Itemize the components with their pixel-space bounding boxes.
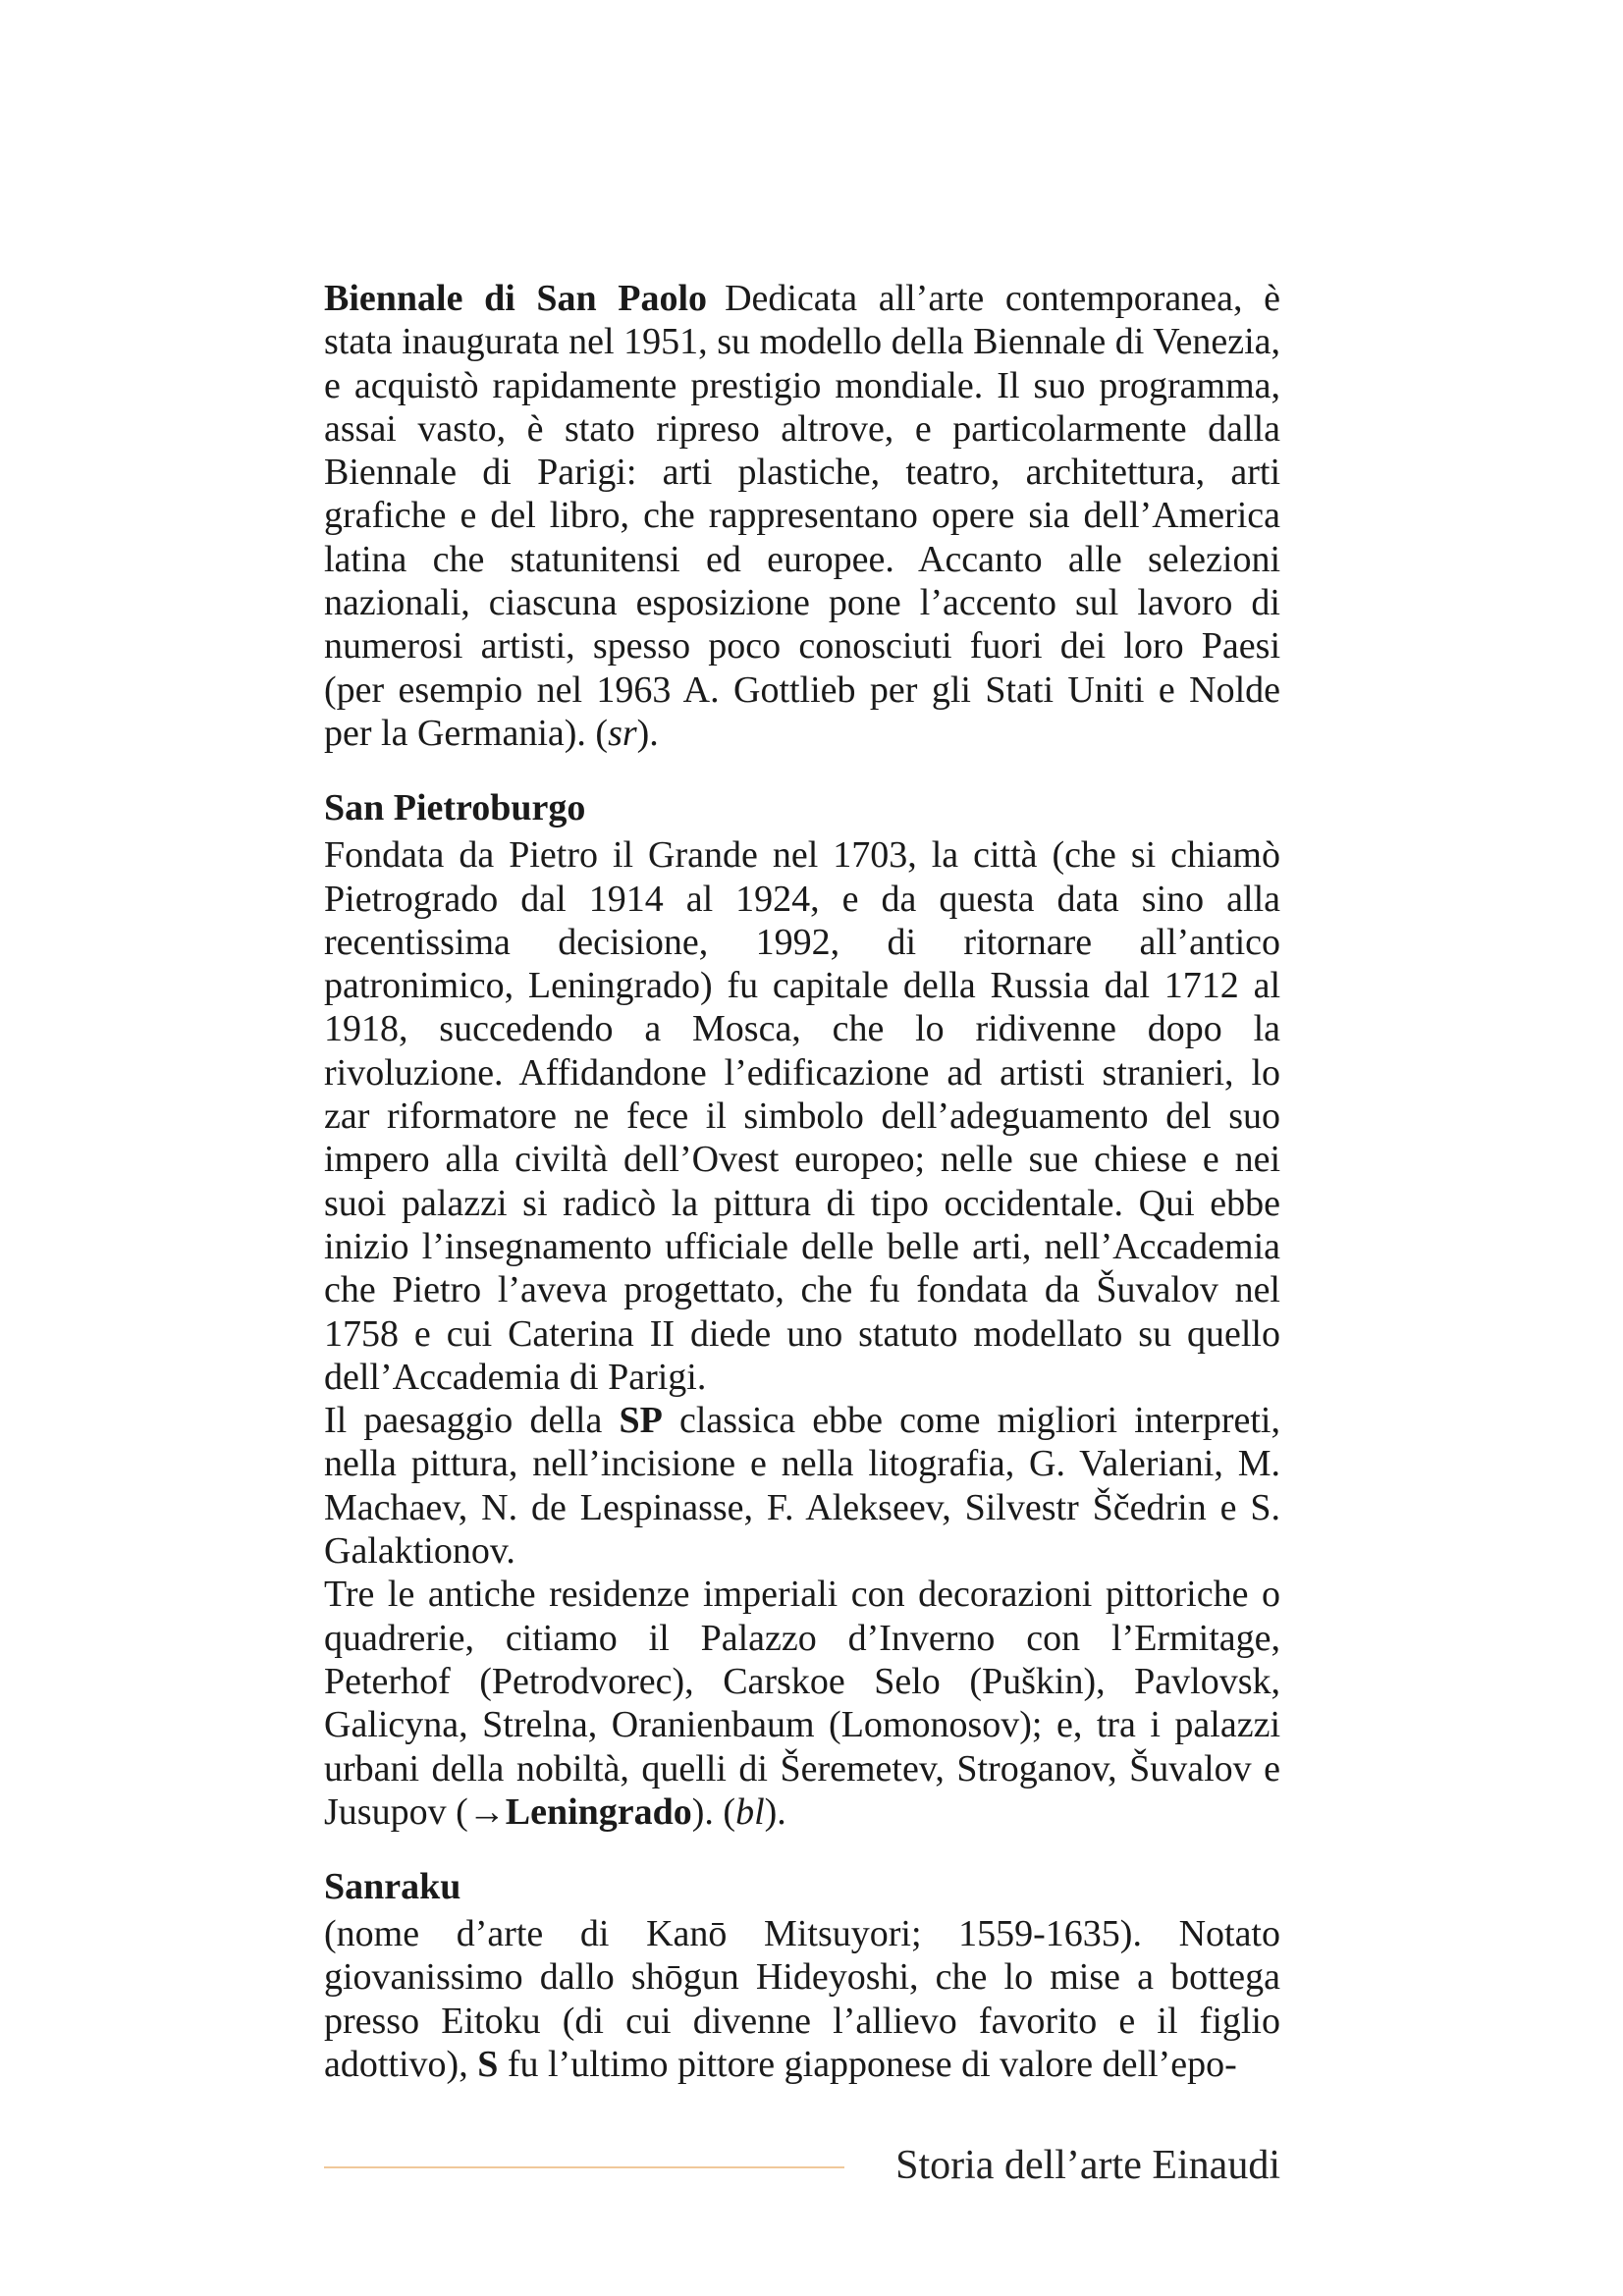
entry-paragraph: Tre le antiche residenze imperiali con decorazioni pittoriche o quadrerie, citiamo il Palazzo d’Inverno con l’Ermitage, Peterhof (Petrodvorec), Carskoe Selo (Puškin), Pavlovsk, Galicyna, Strelna, Oranienbaum (Lomonosov); e, tra i palazzi urbani della nobiltà, quelli di Šeremetev, Stroganov, Šuvalov e Jusupov (→Leningrado). (bl).: [324, 1574, 1280, 1833]
entry-paragraph: Fondata da Pietro il Grande nel 1703, la città (che si chiamò Pietrogrado dal 1914 al 1924, e da questa data sino alla recentissima decisione, 1992, di ritornare all’antico patronimico, Leningrado) fu capitale della Russia dal 1712 al 1918, succedendo a Mosca, che lo ridivenne dopo la rivoluzione. Affidandone l’edificazione ad artisti stranieri, lo zar riformatore ne fece il simbolo dell’adeguamento del suo impero alla civiltà dell’Ovest europeo; nelle sue chiese e nei suoi palazzi si radicò la pittura di tipo occidentale. Qui ebbe inizio l’insegnamento ufficiale delle belle arti, nell’Accademia che Pietro l’aveva progettato, che fu fondata da Šuvalov nel 1758 e cui Caterina II diede uno statuto modellato su quello dell’Accademia di Parigi.: [324, 834, 1280, 1398]
footer-title: Storia dell’arte Einaudi: [895, 2143, 1280, 2188]
cross-reference-link[interactable]: Leningrado: [505, 1790, 692, 1833]
abbreviation: SP: [619, 1400, 663, 1442]
entry-paragraph: Biennale di San Paolo Dedicata all’arte contemporanea, è stata inaugurata nel 1951, su modello della Biennale di Venezia, e acquistò rapidamente prestigio mondiale. Il suo programma, assai vasto, è stato ripreso altrove, e particolarmente dalla Biennale di Parigi: arti plastiche, teatro, architettura, arti grafiche e del libro, che rappresentano opere sia dell’America latina che statunitensi ed europee. Accanto alle selezioni nazionali, ciascuna esposizione pone l’accento sul lavoro di numerosi artisti, spesso poco conosciuti fuori dei loro Paesi (per esempio nel 1963 A. Gottlieb per gli Stati Uniti e Nolde per la Germania). (sr).: [324, 278, 1280, 754]
entry-biennale-san-paolo: [324, 277, 1280, 755]
entry-paragraph: Il paesaggio della SP classica ebbe come migliori interpreti, nella pittura, nell’incisione e nella litografia, G. Valeriani, M. Machaev, N. de Lespinasse, F. Alekseev, Silvestr Ščedrin e S. Galaktionov.: [324, 1400, 1280, 1573]
footer-rule: [324, 2166, 844, 2168]
entry-headword: San Pietroburgo: [324, 787, 586, 829]
abbreviation: S: [477, 2043, 499, 2085]
entry-paragraph: (nome d’arte di Kanō Mitsuyori; 1559-1635). Notato giovanissimo dallo shōgun Hideyoshi, che lo mise a bottega presso Eitoku (di cui divenne l’allievo favorito e il figlio adottivo), S fu l’ultimo pittore giapponese di valore dell’epo-: [324, 1913, 1280, 2085]
entry-headword: Biennale di San Paolo: [324, 278, 708, 319]
arrow-icon: →: [467, 1790, 506, 1833]
entry-body: Dedicata all’arte contemporanea, è stata inaugurata nel 1951, su modello della Biennale di Venezia, e acquistò rapidamente prestigio mondiale. Il suo programma, assai vasto, è stato ripreso altrove, e particolarmente dalla Biennale di Parigi: arti plastiche, teatro, architettura, arti grafiche e del libro, che rappresentano opere sia dell’America latina che statunitensi ed europee. Accanto alle selezioni nazionali, ciascuna esposizione pone l’accento sul lavoro di numerosi artisti, spesso poco conosciuti fuori dei loro Paesi (per esempio nel 1963 A. Gottlieb per gli Stati Uniti e Nolde per la Germania). (: [324, 278, 1280, 754]
author-initials: sr: [608, 712, 637, 754]
entry-san-pietroburgo: [324, 782, 1280, 1834]
author-initials: bl: [735, 1790, 765, 1833]
entry-sanraku: [324, 1861, 1280, 2086]
entry-headword: Sanraku: [324, 1866, 461, 1908]
text-column: [324, 277, 1280, 2113]
